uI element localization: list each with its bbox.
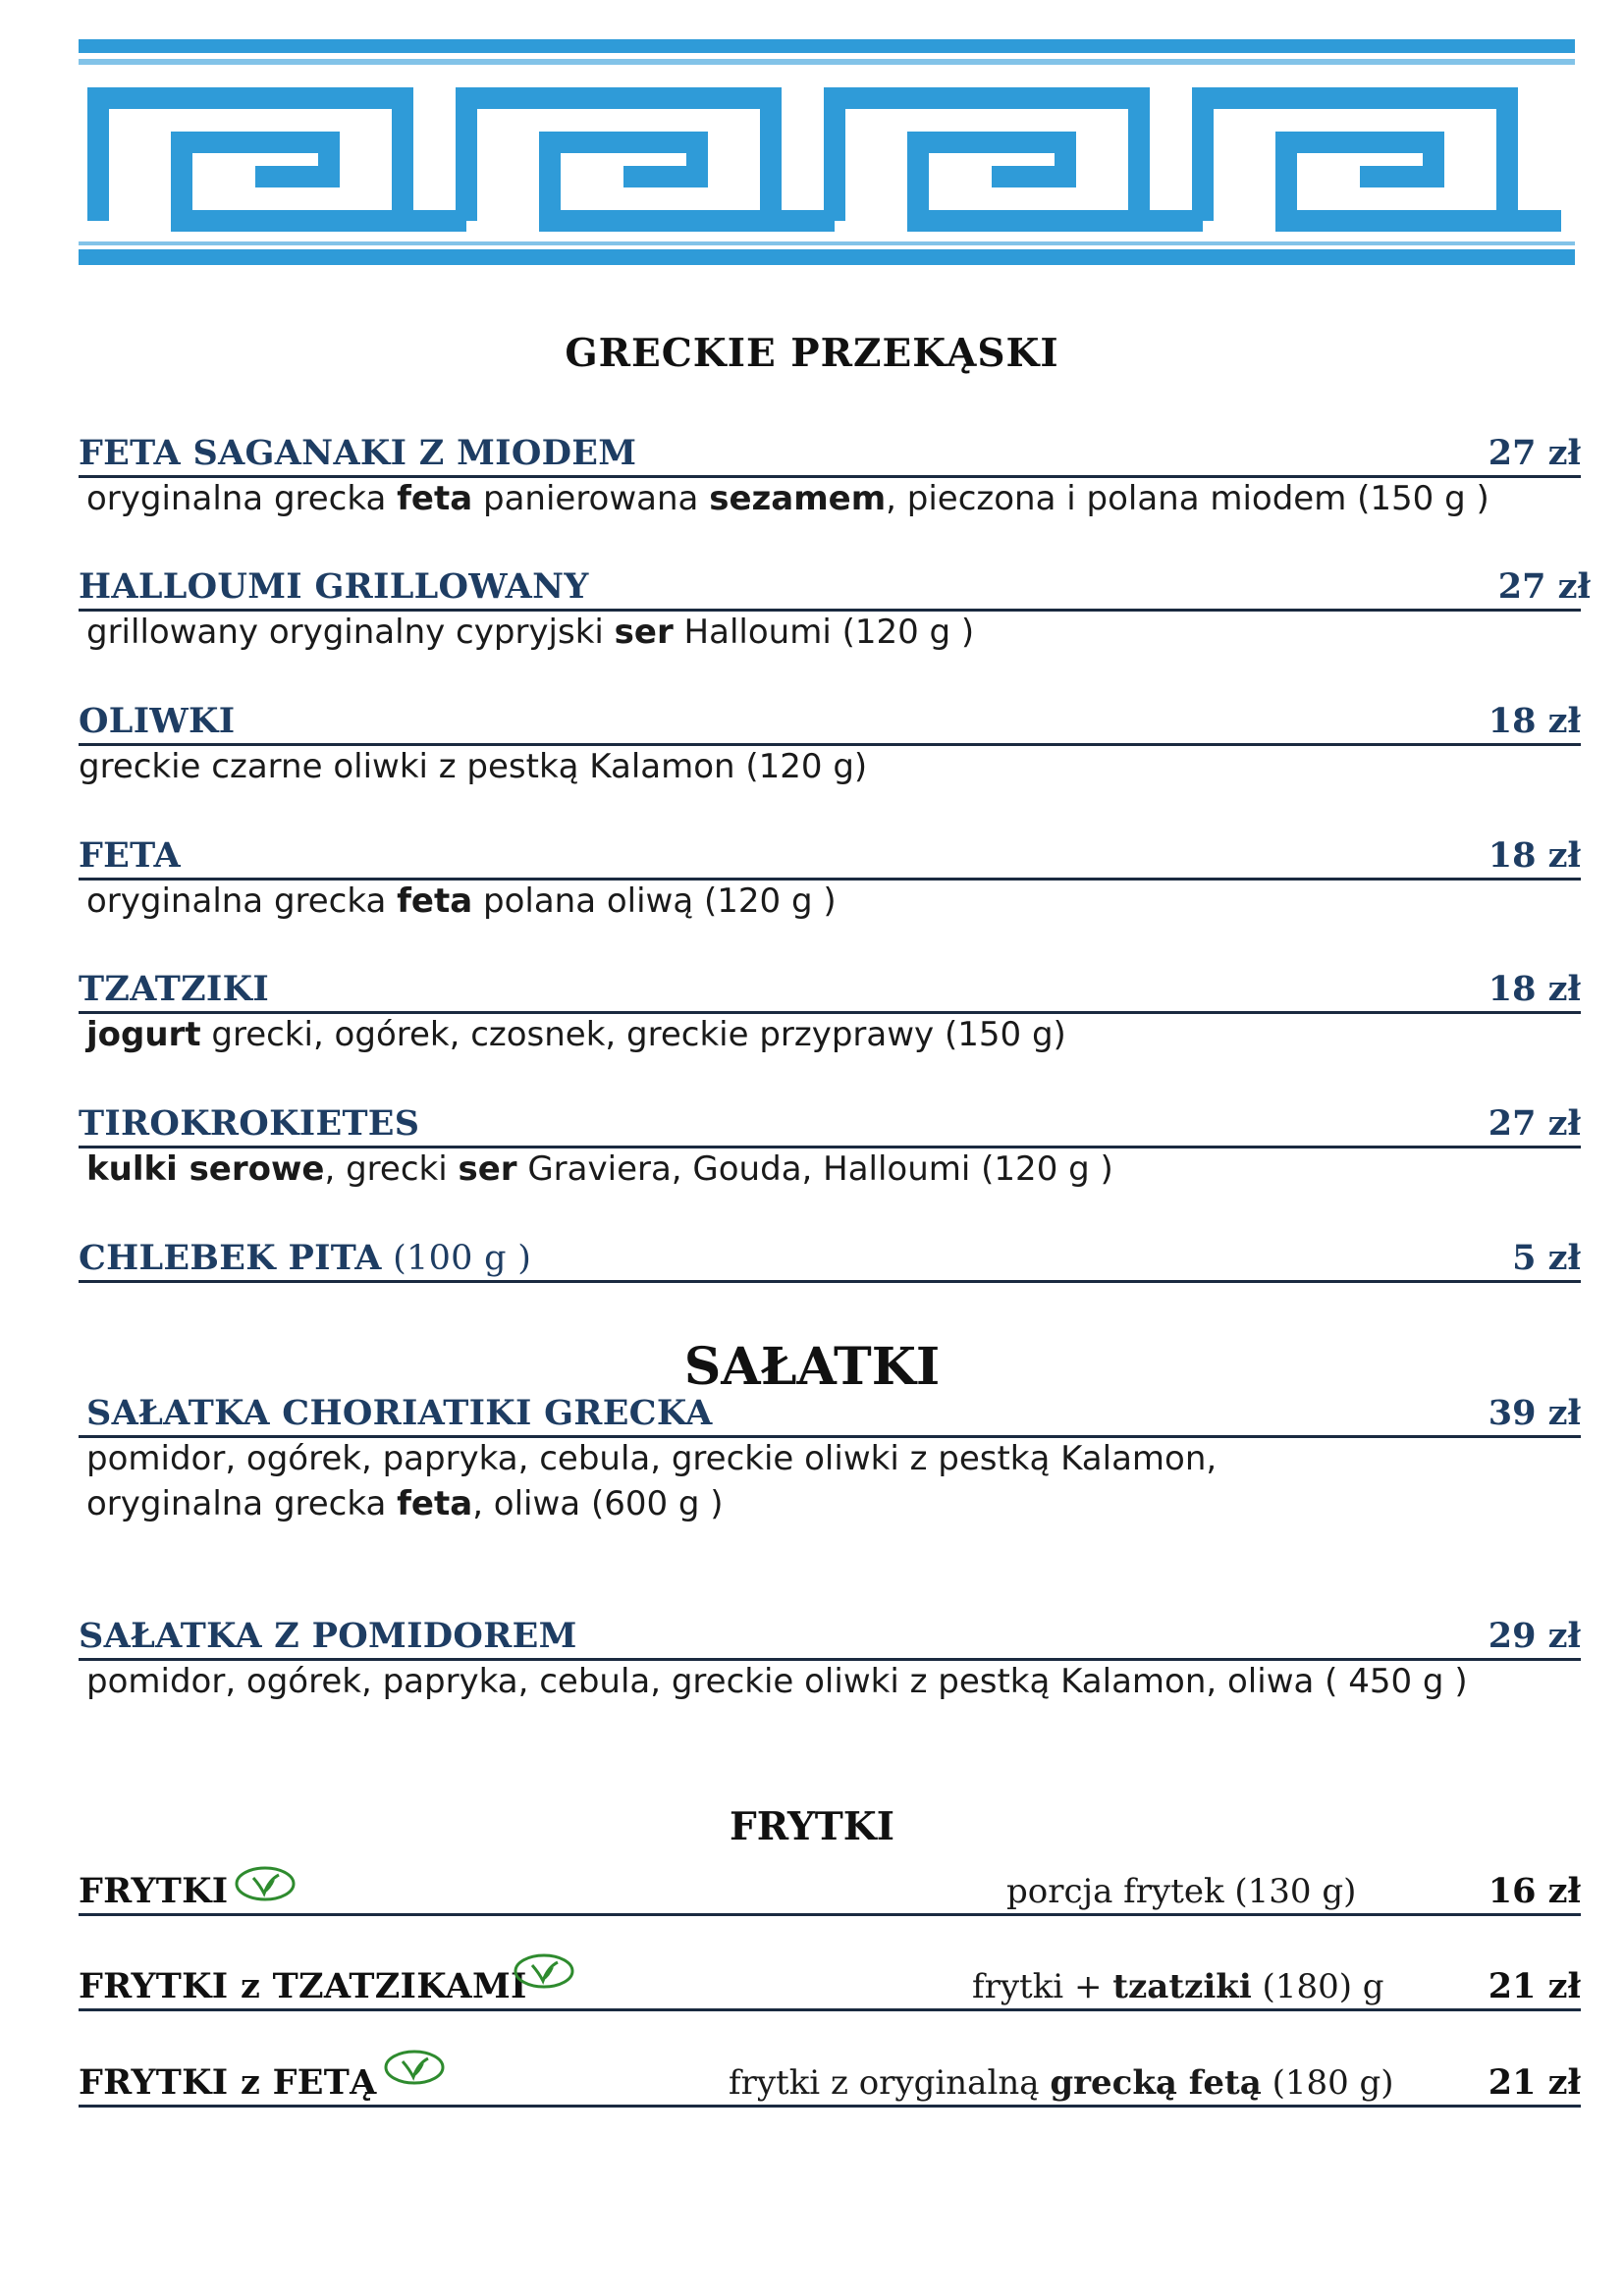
section-heading-salads: SAŁATKI: [683, 1337, 941, 1397]
item-name: FRYTKI: [79, 1871, 229, 1911]
item-portion: porcja frytek (130 g): [1006, 1872, 1357, 1911]
menu-item-fries-feta: [79, 2061, 1581, 2108]
item-weight: (100 g ): [381, 1239, 532, 1278]
menu-item-pita: [79, 1237, 1581, 1283]
item-name: HALLOUMI GRILLOWANY: [79, 566, 589, 607]
item-description: oryginalna grecka feta panierowana sezamem, pieczona i polana miodem (150 g ): [86, 479, 1489, 518]
item-name: FRYTKI z TZATZIKAMI: [79, 1966, 527, 2006]
item-price: 16 zł: [1488, 1871, 1581, 1911]
item-price: 18 zł: [1488, 835, 1581, 876]
item-description: pomidor, ogórek, papryka, cebula, greckie oliwki z pestką Kalamon,: [86, 1439, 1218, 1478]
menu-item-fries-tzatziki: [79, 1965, 1581, 2011]
item-price: 29 zł: [1488, 1616, 1581, 1656]
item-description: grillowany oryginalny cypryjski ser Halloumi (120 g ): [86, 613, 975, 652]
item-description: greckie czarne oliwki z pestką Kalamon (120 g): [79, 747, 868, 786]
item-price: 18 zł: [1488, 969, 1581, 1009]
item-description: pomidor, ogórek, papryka, cebula, greckie oliwki z pestką Kalamon, oliwa ( 450 g ): [86, 1662, 1468, 1701]
item-name: SAŁATKA Z POMIDOREM: [79, 1616, 577, 1656]
item-description: jogurt grecki, ogórek, czosnek, greckie przyprawy (150 g): [86, 1015, 1066, 1054]
item-description: oryginalna grecka feta polana oliwą (120 g ): [86, 881, 837, 921]
menu-item-tirokrokietes: [79, 1102, 1581, 1148]
item-price: 27 zł: [1488, 1103, 1581, 1144]
item-name: TZATZIKI: [79, 969, 269, 1009]
section-heading-fries: FRYTKI: [730, 1804, 894, 1849]
menu-item-fries: [79, 1870, 1581, 1916]
item-price: 21 zł: [1488, 2062, 1581, 2103]
item-price: 18 zł: [1488, 701, 1581, 741]
item-description: kulki serowe, grecki ser Graviera, Gouda, Halloumi (120 g ): [86, 1149, 1113, 1189]
menu-item-feta: [79, 834, 1581, 881]
item-name: FETA SAGANAKI Z MIODEM: [79, 433, 637, 473]
item-portion: frytki z oryginalną grecką fetą (180 g): [729, 2063, 1394, 2103]
item-name: TIROKROKIETES: [79, 1103, 420, 1144]
item-price: 27 zł: [1488, 433, 1581, 473]
menu-item-salad-choriatiki: [79, 1392, 1581, 1438]
item-name: FETA: [79, 835, 182, 876]
item-description: oryginalna grecka feta, oliwa (600 g ): [86, 1484, 724, 1523]
item-name: SAŁATKA CHORIATIKI GRECKA: [86, 1393, 713, 1433]
item-name: CHLEBEK PITA (100 g ): [79, 1238, 532, 1278]
menu-item-salad-tomato: [79, 1615, 1581, 1661]
item-price: 5 zł: [1512, 1238, 1581, 1278]
item-name: FRYTKI z FETĄ: [79, 2062, 377, 2103]
menu-item-oliwki: [79, 700, 1581, 746]
item-price: 39 zł: [1488, 1393, 1581, 1433]
menu-item-feta-saganaki: [79, 432, 1581, 478]
vegetarian-leaf-icon: [234, 1864, 297, 1903]
greek-key-border: [79, 39, 1575, 265]
menu-item-halloumi: [79, 565, 1591, 612]
item-portion: frytki + tzatziki (180) g: [972, 1967, 1384, 2006]
item-price: 21 zł: [1488, 1966, 1581, 2006]
menu-item-tzatziki: [79, 968, 1581, 1014]
item-price: 27 zł: [1497, 566, 1591, 607]
item-name: OLIWKI: [79, 701, 236, 741]
vegetarian-leaf-icon: [513, 1951, 575, 1991]
section-heading-appetizers: GRECKIE PRZEKĄSKI: [565, 331, 1059, 376]
vegetarian-leaf-icon: [383, 2048, 446, 2087]
